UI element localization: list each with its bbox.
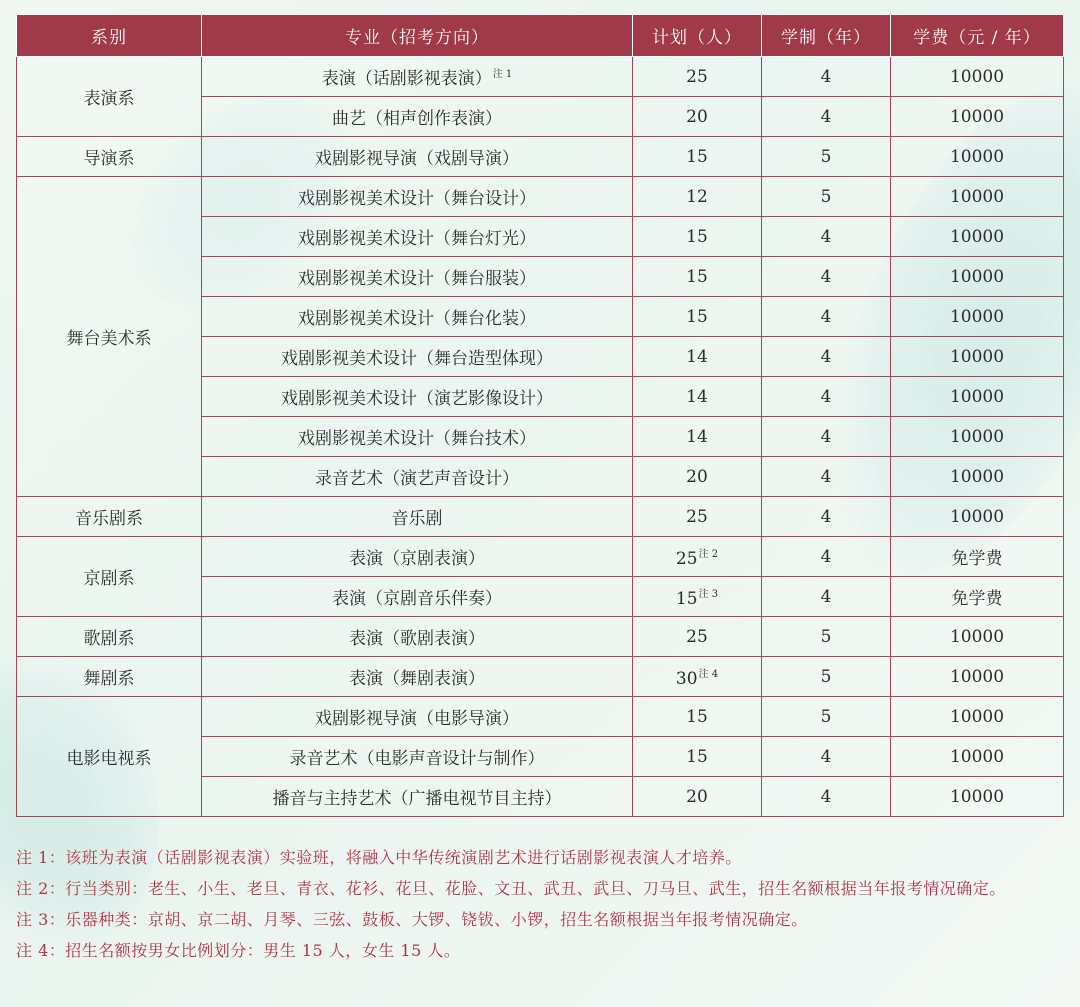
years-cell: 4 bbox=[762, 377, 891, 417]
years-cell: 4 bbox=[762, 337, 891, 377]
plan-value: 14 bbox=[686, 426, 708, 447]
department-cell: 舞剧系 bbox=[17, 657, 202, 697]
table-row bbox=[17, 617, 1064, 657]
major-text: 戏剧影视美术设计（演艺影像设计） bbox=[281, 389, 553, 409]
plan-value: 20 bbox=[686, 466, 708, 487]
plan-cell bbox=[633, 497, 762, 537]
fee-cell: 10000 bbox=[891, 377, 1064, 417]
years-cell: 5 bbox=[762, 177, 891, 217]
major-cell bbox=[202, 57, 633, 97]
plan-cell bbox=[633, 137, 762, 177]
years-cell: 4 bbox=[762, 257, 891, 297]
plan-cell bbox=[633, 457, 762, 497]
plan-value: 25 bbox=[686, 626, 708, 647]
fee-cell: 10000 bbox=[891, 457, 1064, 497]
fee-cell: 10000 bbox=[891, 737, 1064, 777]
major-cell bbox=[202, 377, 633, 417]
fee-cell: 免学费 bbox=[891, 537, 1064, 577]
plan-value: 20 bbox=[686, 786, 708, 807]
department-cell: 歌剧系 bbox=[17, 617, 202, 657]
plan-value: 15 bbox=[686, 306, 708, 327]
footnote-marker: 注 2 bbox=[698, 548, 719, 560]
footnote-marker: 注 4 bbox=[698, 668, 719, 680]
major-cell bbox=[202, 577, 633, 617]
years-cell: 4 bbox=[762, 97, 891, 137]
footnote-1: 注 1：该班为表演（话剧影视表演）实验班，将融入中华传统演剧艺术进行话剧影视表演人才培养。 bbox=[16, 848, 742, 867]
years-cell: 5 bbox=[762, 137, 891, 177]
years-cell: 4 bbox=[762, 537, 891, 577]
department-cell: 舞台美术系 bbox=[17, 177, 202, 497]
major-text: 戏剧影视美术设计（舞台设计） bbox=[298, 189, 536, 209]
major-text: 表演（话剧影视表演） bbox=[321, 69, 492, 89]
header-plan: 计划（人） bbox=[633, 15, 762, 57]
fee-cell: 10000 bbox=[891, 497, 1064, 537]
plan-value: 20 bbox=[686, 106, 708, 127]
major-text: 戏剧影视美术设计（舞台技术） bbox=[298, 429, 536, 449]
major-cell bbox=[202, 617, 633, 657]
years-cell: 4 bbox=[762, 577, 891, 617]
table-row bbox=[17, 497, 1064, 537]
plan-value: 14 bbox=[686, 386, 708, 407]
footnote-marker: 注 3 bbox=[698, 588, 719, 600]
plan-value: 12 bbox=[686, 186, 708, 207]
major-text: 戏剧影视导演（电影导演） bbox=[315, 709, 519, 729]
department-cell: 京剧系 bbox=[17, 537, 202, 617]
plan-value: 30 bbox=[675, 668, 698, 689]
major-text: 播音与主持艺术（广播电视节目主持） bbox=[272, 789, 562, 809]
fee-cell: 10000 bbox=[891, 177, 1064, 217]
table-body bbox=[17, 57, 1064, 817]
major-cell bbox=[202, 537, 633, 577]
major-cell bbox=[202, 257, 633, 297]
years-cell: 4 bbox=[762, 457, 891, 497]
fee-cell: 10000 bbox=[891, 257, 1064, 297]
major-text: 戏剧影视美术设计（舞台服装） bbox=[298, 269, 536, 289]
major-cell bbox=[202, 97, 633, 137]
table-row bbox=[17, 537, 1064, 577]
major-cell bbox=[202, 737, 633, 777]
department-cell: 表演系 bbox=[17, 57, 202, 137]
fee-cell: 10000 bbox=[891, 137, 1064, 177]
fee-cell: 10000 bbox=[891, 417, 1064, 457]
fee-cell: 10000 bbox=[891, 297, 1064, 337]
years-cell: 5 bbox=[762, 697, 891, 737]
years-cell: 4 bbox=[762, 777, 891, 817]
fee-cell: 10000 bbox=[891, 697, 1064, 737]
fee-cell: 10000 bbox=[891, 217, 1064, 257]
major-cell bbox=[202, 137, 633, 177]
plan-value: 25 bbox=[686, 66, 708, 87]
plan-cell bbox=[633, 777, 762, 817]
plan-value: 15 bbox=[686, 746, 708, 767]
header-department: 系别 bbox=[17, 15, 202, 57]
plan-cell bbox=[633, 217, 762, 257]
major-text: 戏剧影视美术设计（舞台灯光） bbox=[298, 229, 536, 249]
major-cell bbox=[202, 177, 633, 217]
major-text: 表演（京剧表演） bbox=[349, 549, 485, 569]
plan-cell bbox=[633, 617, 762, 657]
major-text: 戏剧影视美术设计（舞台造型体现） bbox=[281, 349, 553, 369]
fee-cell: 10000 bbox=[891, 337, 1064, 377]
plan-cell bbox=[633, 337, 762, 377]
major-cell bbox=[202, 417, 633, 457]
fee-cell: 10000 bbox=[891, 57, 1064, 97]
header-major: 专业（招考方向） bbox=[202, 15, 633, 57]
years-cell: 5 bbox=[762, 617, 891, 657]
enrollment-plan-table bbox=[16, 14, 1064, 817]
plan-cell bbox=[633, 57, 762, 97]
major-text: 戏剧影视导演（戏剧导演） bbox=[315, 149, 519, 169]
plan-cell bbox=[633, 657, 762, 697]
plan-value: 25 bbox=[686, 506, 708, 527]
major-cell bbox=[202, 297, 633, 337]
plan-cell bbox=[633, 537, 762, 577]
plan-value: 14 bbox=[686, 346, 708, 367]
fee-cell: 10000 bbox=[891, 617, 1064, 657]
plan-value: 15 bbox=[686, 266, 708, 287]
fee-cell: 10000 bbox=[891, 657, 1064, 697]
years-cell: 4 bbox=[762, 497, 891, 537]
table-row bbox=[17, 657, 1064, 697]
major-text: 戏剧影视美术设计（舞台化装） bbox=[298, 309, 536, 329]
major-cell bbox=[202, 657, 633, 697]
years-cell: 4 bbox=[762, 297, 891, 337]
header-fee: 学费（元 / 年） bbox=[891, 15, 1064, 57]
header-years: 学制（年） bbox=[762, 15, 891, 57]
fee-cell: 10000 bbox=[891, 777, 1064, 817]
major-cell bbox=[202, 697, 633, 737]
years-cell: 4 bbox=[762, 737, 891, 777]
major-cell bbox=[202, 497, 633, 537]
footnote-marker: 注 1 bbox=[492, 69, 513, 80]
plan-cell bbox=[633, 297, 762, 337]
department-cell: 音乐剧系 bbox=[17, 497, 202, 537]
table-row bbox=[17, 697, 1064, 737]
plan-cell bbox=[633, 737, 762, 777]
major-text: 表演（舞剧表演） bbox=[349, 669, 485, 689]
major-cell bbox=[202, 217, 633, 257]
department-cell: 导演系 bbox=[17, 137, 202, 177]
plan-value: 15 bbox=[686, 226, 708, 247]
plan-value: 25 bbox=[675, 548, 698, 569]
years-cell: 5 bbox=[762, 657, 891, 697]
plan-value: 15 bbox=[686, 706, 708, 727]
major-text: 音乐剧 bbox=[391, 509, 443, 529]
major-text: 表演（京剧音乐伴奏） bbox=[332, 589, 502, 609]
major-text: 录音艺术（演艺声音设计） bbox=[315, 469, 519, 489]
major-cell bbox=[202, 777, 633, 817]
plan-cell bbox=[633, 177, 762, 217]
major-cell bbox=[202, 337, 633, 377]
fee-cell: 免学费 bbox=[891, 577, 1064, 617]
header-row bbox=[17, 15, 1064, 57]
fee-cell: 10000 bbox=[891, 97, 1064, 137]
footnote-3: 注 3：乐器种类：京胡、京二胡、月琴、三弦、鼓板、大锣、铙钹、小锣，招生名额根据当年报考情况确定。 bbox=[16, 910, 808, 929]
footnote-4: 注 4：招生名额按男女比例划分：男生 15 人，女生 15 人。 bbox=[16, 941, 461, 960]
plan-cell bbox=[633, 97, 762, 137]
years-cell: 4 bbox=[762, 217, 891, 257]
table-row bbox=[17, 137, 1064, 177]
years-cell: 4 bbox=[762, 57, 891, 97]
plan-value: 15 bbox=[675, 588, 698, 609]
footnote-2: 注 2：行当类别：老生、小生、老旦、青衣、花衫、花旦、花脸、文丑、武丑、武旦、刀马旦、武生，招生名额根据当年报考情况确定。 bbox=[16, 879, 1006, 898]
table-header bbox=[17, 15, 1064, 57]
table-row bbox=[17, 57, 1064, 97]
major-text: 表演（歌剧表演） bbox=[349, 629, 485, 649]
major-cell bbox=[202, 457, 633, 497]
plan-cell bbox=[633, 577, 762, 617]
plan-cell bbox=[633, 417, 762, 457]
plan-value: 15 bbox=[686, 146, 708, 167]
department-cell: 电影电视系 bbox=[17, 697, 202, 817]
major-text: 录音艺术（电影声音设计与制作） bbox=[289, 749, 545, 769]
years-cell: 4 bbox=[762, 417, 891, 457]
plan-cell bbox=[633, 377, 762, 417]
plan-cell bbox=[633, 697, 762, 737]
table-row bbox=[17, 177, 1064, 217]
footnotes bbox=[16, 842, 1068, 966]
major-text: 曲艺（相声创作表演） bbox=[332, 109, 502, 129]
plan-cell bbox=[633, 257, 762, 297]
